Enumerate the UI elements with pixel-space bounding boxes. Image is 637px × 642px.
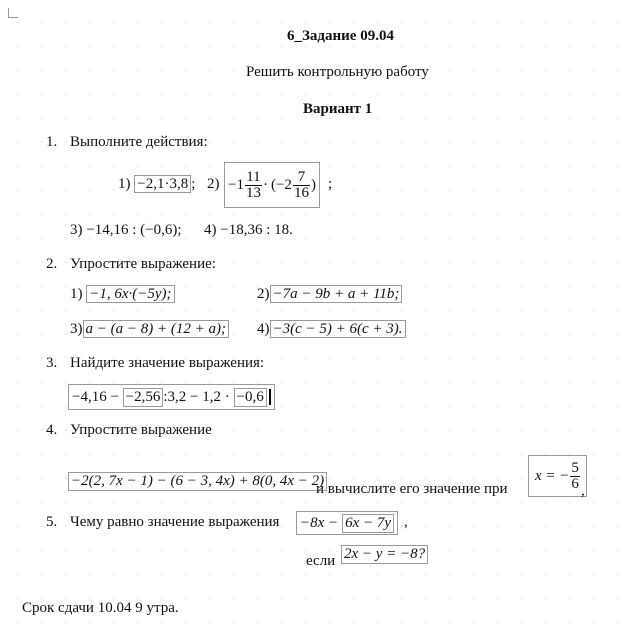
- task-3-expr-part-3: :3,2 − 1,2 ·: [163, 388, 234, 405]
- task-5-expr-abs: 6x − 7y: [342, 514, 394, 533]
- task-4-x-value: [528, 455, 587, 497]
- task-2-item-2-expr: −7a − 9b + a + 11b;: [270, 285, 403, 303]
- text-cursor: [269, 389, 271, 405]
- task-4-expr: −2(2, 7x − 1) − (6 − 3, 4x) + 8(0, 4x − 2): [68, 472, 327, 491]
- task-1-item-2-dot: ·: [262, 176, 268, 193]
- task-2-item-2: [257, 286, 402, 303]
- task-1-item-2-fraction-2-num: 7: [293, 170, 310, 186]
- task-2-item-1: [70, 286, 175, 303]
- task-2-item-4: [257, 321, 406, 338]
- task-4-text: Упростите выражение: [70, 422, 212, 438]
- task-1-item-2-fraction-2-den: 16: [293, 184, 309, 201]
- task-1-line-2: 3) −14,16 : (−0,6); 4) −18,36 : 18.: [70, 222, 293, 238]
- task-3-expr: [68, 384, 275, 410]
- page-corner-mark: [8, 8, 18, 18]
- task-4-number: 4.: [46, 422, 58, 438]
- task-1-item-2-open: (−2: [270, 176, 292, 193]
- page-title: 6_Задание 09.04: [287, 28, 394, 44]
- task-2-item-2-label: 2): [257, 286, 270, 302]
- task-2-number: 2.: [46, 256, 58, 272]
- task-5-expr-part-1: −8x −: [300, 514, 339, 531]
- task-5-comma: ,: [404, 514, 408, 530]
- variant-heading: Вариант 1: [303, 101, 373, 117]
- task-3-number: 3.: [46, 355, 58, 371]
- task-2-item-4-expr: −3(c − 5) + 6(c + 3).: [270, 320, 406, 338]
- task-1-item-2-semicolon: ;: [328, 176, 333, 192]
- task-5-if-label: если: [306, 553, 336, 569]
- task-5-expr: [296, 511, 398, 535]
- task-2-item-3: [70, 321, 229, 338]
- deadline-text: Срок сдачи 10.04 9 утра.: [22, 600, 179, 616]
- task-1-item-1-label: 1): [118, 176, 131, 192]
- task-1-item-1-semicolon: ;: [191, 176, 196, 192]
- task-1-item-2-fraction-1-den: 13: [245, 184, 261, 201]
- task-4-x-fraction-den: 6: [571, 475, 579, 492]
- task-1-item-2-label: 2): [207, 176, 220, 192]
- task-4-middle-text: и вычислите его значение при: [316, 481, 508, 497]
- task-1-item-2-fraction-1-num: 11: [246, 168, 261, 185]
- task-1-item-2-prefix: −1: [228, 176, 244, 193]
- task-1-number: 1.: [46, 134, 58, 150]
- task-2-text: Упростите выражение:: [70, 256, 216, 272]
- task-2-item-1-label: 1): [70, 286, 83, 302]
- task-1-text: Выполните действия:: [70, 134, 208, 150]
- task-5-if-expr: 2x − y = −8?: [341, 545, 428, 564]
- task-4-comma: ,: [581, 483, 585, 499]
- task-1-item-1-expr: −2,1·3,8: [134, 175, 191, 193]
- task-1-item-2-fraction-2: [293, 170, 310, 201]
- task-1-item-2-close: ): [310, 176, 316, 193]
- task-3-expr-abs-2: −0,6: [234, 388, 267, 407]
- task-4-x-fraction-num: 5: [571, 459, 579, 476]
- task-4-x-fraction: [570, 461, 580, 492]
- task-1-item-1: [118, 176, 195, 193]
- task-2-item-4-label: 4): [257, 321, 270, 337]
- task-5-number: 5.: [46, 514, 58, 530]
- task-2-item-3-label: 3): [70, 321, 83, 337]
- task-1-item-2-fraction-1: [245, 170, 262, 201]
- task-2-item-3-expr: a − (a − 8) + (12 + a);: [83, 320, 229, 338]
- task-1-item-2-expr: [224, 162, 320, 208]
- page-subtitle: Решить контрольную работу: [246, 64, 429, 80]
- task-4-x-lhs: x = −: [535, 467, 570, 484]
- task-3-text: Найдите значение выражения:: [70, 355, 265, 371]
- task-5-text: Чему равно значение выражения: [70, 514, 280, 530]
- task-3-expr-part-1: −4,16 −: [72, 388, 123, 405]
- task-3-expr-abs-1: −2,56: [123, 388, 164, 407]
- task-2-item-1-expr: −1, 6x·(−5y);: [86, 285, 174, 303]
